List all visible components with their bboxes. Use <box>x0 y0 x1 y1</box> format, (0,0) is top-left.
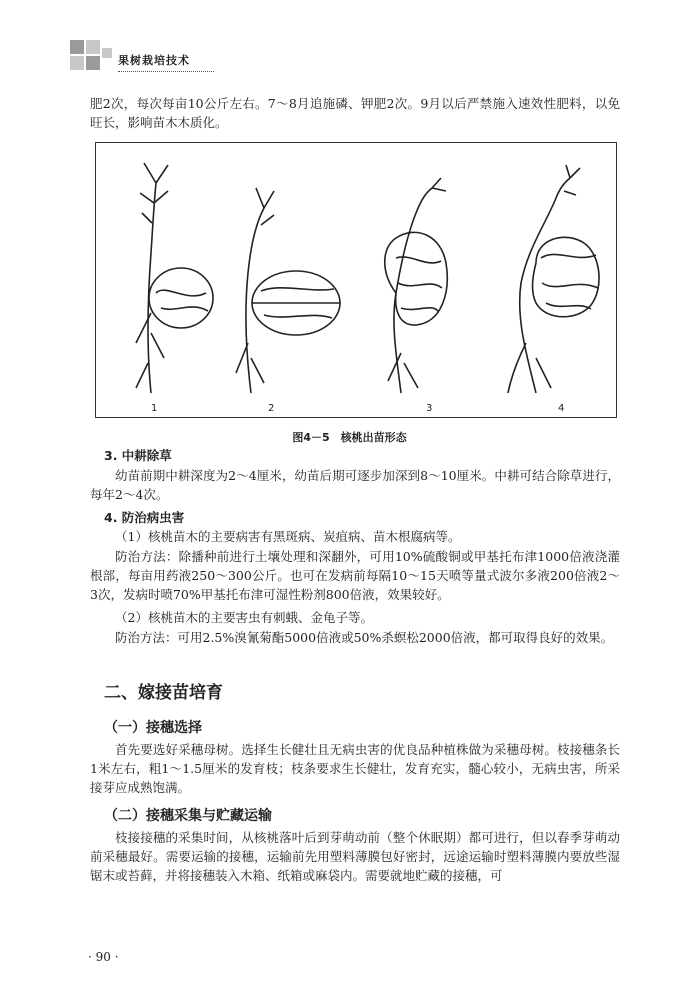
subsection-1-title: （一）接穗选择 <box>104 720 202 736</box>
section-4-item-1: （1）核桃苗木的主要病害有黑斑病、炭疽病、苗木根腐病等。 <box>115 529 461 544</box>
figure-label-4: 4 <box>558 403 565 414</box>
subsection-2-title: （二）接穗采集与贮藏运输 <box>104 808 272 824</box>
chapter-heading: 二、嫁接苗培育 <box>104 683 223 703</box>
section-4-method-2: 防治方法：可用2.5%溴氰菊酯5000倍液或50%杀螟松2000倍液，都可取得良好的效果。 <box>115 630 614 645</box>
seedling-figure <box>95 142 617 418</box>
section-3-title: 3. 中耕除草 <box>104 448 172 463</box>
figure-label-2: 2 <box>268 403 275 414</box>
section-4-title: 4. 防治病虫害 <box>104 510 185 525</box>
section-4-item-2: （2）核桃苗木的主要害虫有刺蛾、金龟子等。 <box>115 610 373 625</box>
figure-label-3: 3 <box>426 403 433 414</box>
subsection-2-text: 枝接接穗的采集时间，从核桃落叶后到芽萌动前（整个休眠期）都可进行，但以春季芽萌动前采穗最好。需要运输的接穗，运输前先用塑料薄膜包好密封，远途运输时塑料薄膜内要放些湿锯末或苔藓，并将接穗装入木箱、纸箱或麻袋内。需要就地贮藏的接穗，可 <box>90 830 620 883</box>
figure-label-1: 1 <box>151 403 158 414</box>
page-number: · 90 · <box>88 950 119 964</box>
paragraph-fertilizer: 肥2次，每次每亩10公斤左右。7～8月追施磷、钾肥2次。9月以后严禁施入速效性肥料，以免旺长，影响苗木木质化。 <box>90 96 620 130</box>
section-4-method-1: 防治方法：除播种前进行土壤处理和深翻外，可用10%硫酸铜或甲基托布津1000倍液浇灌根部，每亩用药液250～300公斤。也可在发病前每隔10～15天喷等量式波尔多液200倍液2～3次，发病时喷70%甲基托布津可湿性粉剂800倍液，效果较好。 <box>90 549 620 602</box>
figure-caption: 图4－5 核桃出苗形态 <box>292 431 407 444</box>
running-header-title: 果树栽培技术 <box>118 52 214 72</box>
subsection-1-text: 首先要选好采穗母树。选择生长健壮且无病虫害的优良品种植株做为采穗母树。枝接穗条长1米左右，粗1～1.5厘米的发育枝；枝条要求生长健壮，发育充实，髓心较小，无病虫害，所采接芽应成熟饱满。 <box>90 742 620 795</box>
section-3-text: 幼苗前期中耕深度为2～4厘米，幼苗后期可逐步加深到8～10厘米。中耕可结合除草进行，每年2～4次。 <box>90 468 620 502</box>
walnut-seedling-illustration <box>96 143 616 417</box>
